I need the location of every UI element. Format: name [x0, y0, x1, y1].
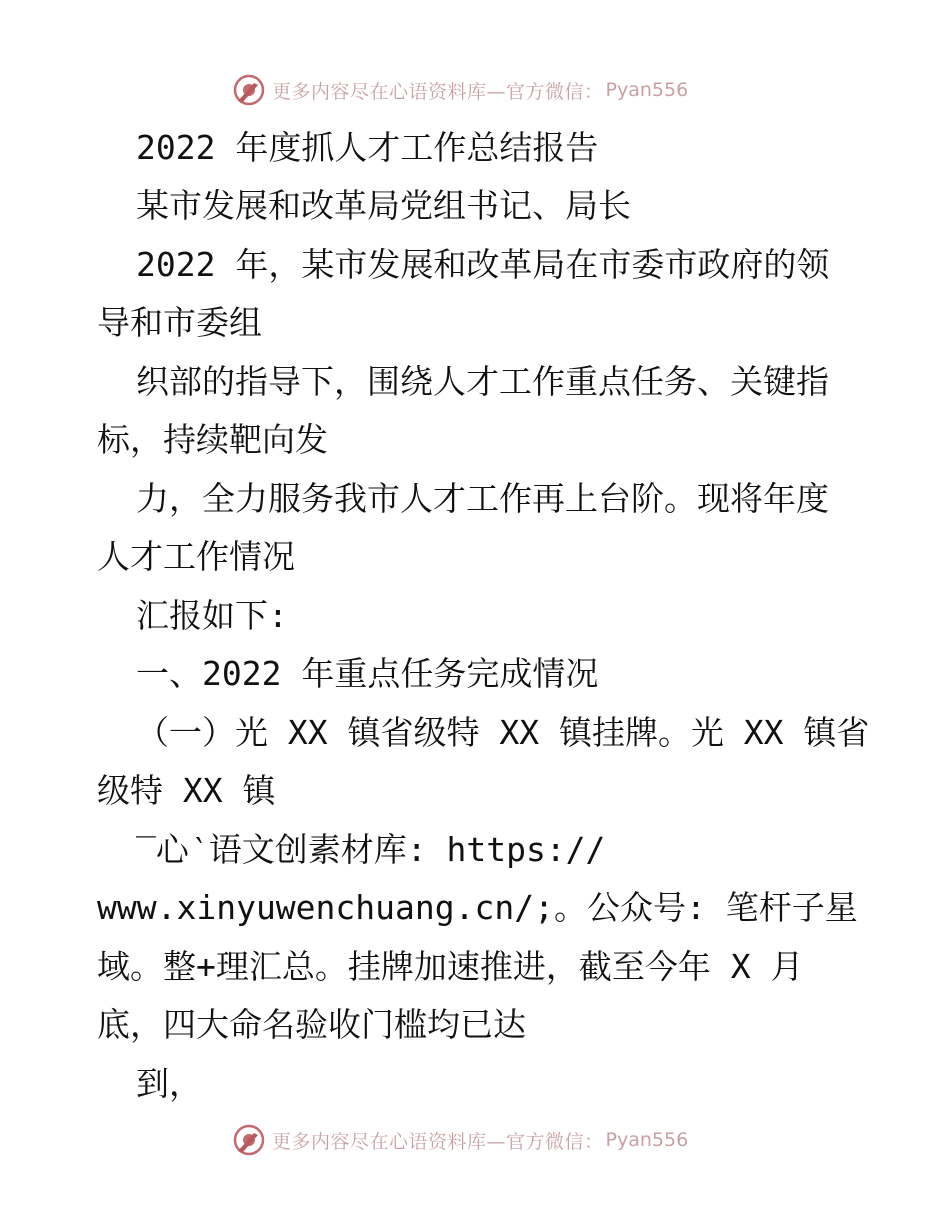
- paragraph-line: 汇报如下:: [136, 596, 288, 635]
- paragraph-line: 级特 XX 镇: [97, 771, 276, 810]
- paragraph-line: 域。整+理汇总。挂牌加速推进，截至今年 X 月: [97, 947, 804, 986]
- header-watermark: [232, 70, 712, 110]
- paragraph-line: 底，四大命名验收门槛均已达: [97, 1005, 526, 1044]
- document-title: 2022 年度抓人才工作总结报告: [136, 128, 599, 167]
- paragraph-line: 力，全力服务我市人才工作再上台阶。现将年度: [136, 479, 829, 518]
- pen-seal-icon: [232, 1123, 266, 1157]
- footer-watermark: [232, 1120, 712, 1160]
- paragraph-line: www.xinyuwenchuang.cn/;。公众号: 笔杆子星: [97, 888, 858, 927]
- paragraph-line: 导和市委组: [97, 303, 262, 342]
- pen-seal-icon: [232, 73, 266, 107]
- paragraph-line: 到，: [136, 1064, 202, 1103]
- watermark-wechat-id: Pyan556: [605, 79, 689, 101]
- author-line: 某市发展和改革局党组书记、局长: [136, 186, 631, 225]
- paragraph-line: 织部的指导下，围绕人才工作重点任务、关键指: [136, 362, 829, 401]
- watermark-wechat-id: Pyan556: [605, 1129, 689, 1151]
- watermark-text: 更多内容尽在心语资料库—官方微信：: [272, 1130, 604, 1153]
- watermark-text: 更多内容尽在心语资料库—官方微信：: [272, 80, 604, 103]
- paragraph-line: （一）光 XX 镇省级特 XX 镇挂牌。光 XX 镇省: [136, 713, 870, 752]
- paragraph-line: 2022 年，某市发展和改革局在市委市政府的领: [136, 245, 830, 284]
- section-heading: 一、2022 年重点任务完成情况: [136, 654, 599, 693]
- paragraph-line: 标，持续靶向发: [97, 420, 328, 459]
- paragraph-line: 人才工作情况: [97, 537, 295, 576]
- paragraph-line: ‾心‵语文创素材库: https://: [136, 830, 606, 869]
